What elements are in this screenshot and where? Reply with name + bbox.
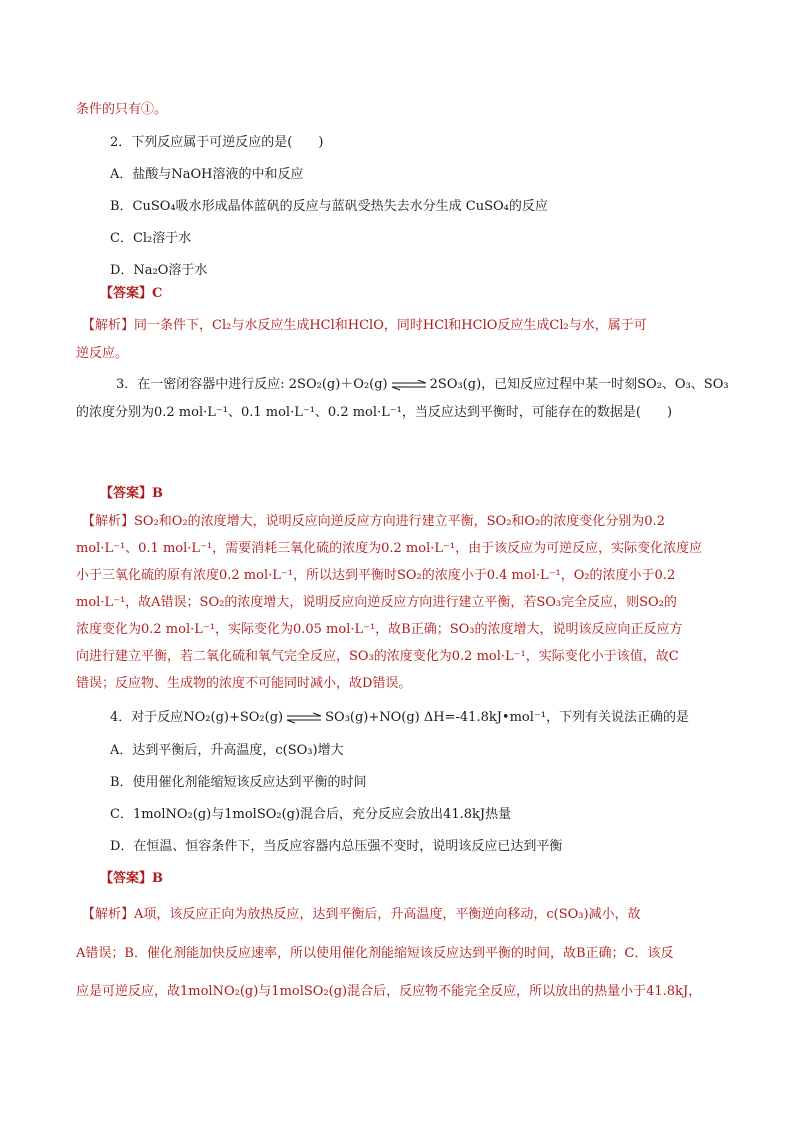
q4-stem-post: SO₃(g)+NO(g) ΔH=-41.8kJ•mol⁻¹，下列有关说法正确的是 <box>325 710 689 725</box>
q2-analysis-line-1: 【解析】同一条件下，Cl₂与水反应生成HCl和HClO，同时HCl和HClO反应生成Cl₂与水，属于可 <box>82 318 647 333</box>
q4-option-d: D．在恒温、恒容条件下，当反应容器内总压强不变时，说明该反应已达到平衡 <box>110 839 563 854</box>
q4-option-b: B．使用催化剂能缩短该反应达到平衡的时间 <box>110 775 367 790</box>
q4-analysis-line-3: 应是可逆反应，故1molNO₂(g)与1molSO₂(g)混合后，反应物不能完全反应，所以放出的热量小于41.8kJ， <box>76 984 702 999</box>
q3-analysis-line-2: mol·L⁻¹、0.1 mol·L⁻¹，需要消耗三氧化硫的浓度为0.2 mol·L⁻¹，由于该反应为可逆反应，实际变化浓度应 <box>76 541 703 556</box>
q3-analysis-line-3: 小于三氧化硫的原有浓度0.2 mol·L⁻¹，所以达到平衡时SO₂的浓度小于0.4 mol·L⁻¹，O₂的浓度小于0.2 <box>76 568 676 583</box>
q4-stem <box>110 708 760 728</box>
q4-stem-pre: 4．对于反应NO₂(g)+SO₂(g) <box>110 710 284 725</box>
equilibrium-arrow-icon <box>285 712 323 724</box>
q4-answer: 【答案】B <box>100 871 163 886</box>
q4-option-a: A．达到平衡后，升高温度，c(SO₃)增大 <box>110 743 344 758</box>
q3-analysis-line-7: 错误；反应物、生成物的浓度不可能同时减小，故D错误。 <box>76 676 412 691</box>
q2-analysis-line-2: 逆反应。 <box>76 346 129 361</box>
q4-option-c: C．1molNO₂(g)与1molSO₂(g)混合后，充分反应会放出41.8kJ热量 <box>110 807 512 822</box>
q3-stem-post: 2SO₃(g)，已知反应过程中某一时刻SO₂、O₃、SO₃ <box>429 377 729 392</box>
q2-option-b: B．CuSO₄吸水形成晶体蓝矾的反应与蓝矾受热失去水分生成 CuSO₄的反应 <box>110 199 548 214</box>
q4-analysis-line-2: A错误；B．催化剂能加快反应速率，所以使用催化剂能缩短该反应达到平衡的时间，故B正确；C．该反 <box>76 946 674 961</box>
q2-stem: 2．下列反应属于可逆反应的是( ) <box>110 135 324 150</box>
q2-option-c: C．Cl₂溶于水 <box>110 231 192 246</box>
q3-answer: 【答案】B <box>100 486 163 501</box>
prev-analysis-tail: 条件的只有①。 <box>76 102 168 117</box>
q3-analysis-line-4: mol·L⁻¹，故A错误；SO₂的浓度增大，说明反应向逆反应方向进行建立平衡，若SO₃完全反应，则SO₂的 <box>76 595 677 610</box>
q3-stem-pre: 3．在一密闭容器中进行反应: 2SO₂(g)＋O₂(g) <box>116 377 388 392</box>
equilibrium-arrow-icon <box>390 379 428 391</box>
q3-analysis-line-5: 浓度变化为0.2 mol·L⁻¹，实际变化为0.05 mol·L⁻¹，故B正确；SO₃的浓度增大，说明该反应向正反应方 <box>76 622 683 637</box>
q3-stem-line-2: 的浓度分别为0.2 mol·L⁻¹、0.1 mol·L⁻¹、0.2 mol·L⁻¹，当反应达到平衡时，可能存在的数据是( ) <box>76 405 673 420</box>
q3-analysis-line-6: 向进行建立平衡，若二氧化硫和氧气完全反应，SO₃的浓度变化为0.2 mol·L⁻¹，实际变化小于该值，故C <box>76 649 679 664</box>
q2-option-a: A．盐酸与NaOH溶液的中和反应 <box>110 167 304 182</box>
q2-answer: 【答案】C <box>100 286 163 301</box>
q3-analysis-line-1: 【解析】SO₂和O₂的浓度增大，说明反应向逆反应方向进行建立平衡，SO₂和O₂的浓度变化分别为0.2 <box>82 514 665 529</box>
q4-analysis-line-1: 【解析】A项，该反应正向为放热反应，达到平衡后，升高温度，平衡逆向移动，c(SO₃)减小，故 <box>82 907 641 922</box>
q2-option-d: D．Na₂O溶于水 <box>110 263 208 278</box>
q3-stem-line-1 <box>116 375 766 395</box>
